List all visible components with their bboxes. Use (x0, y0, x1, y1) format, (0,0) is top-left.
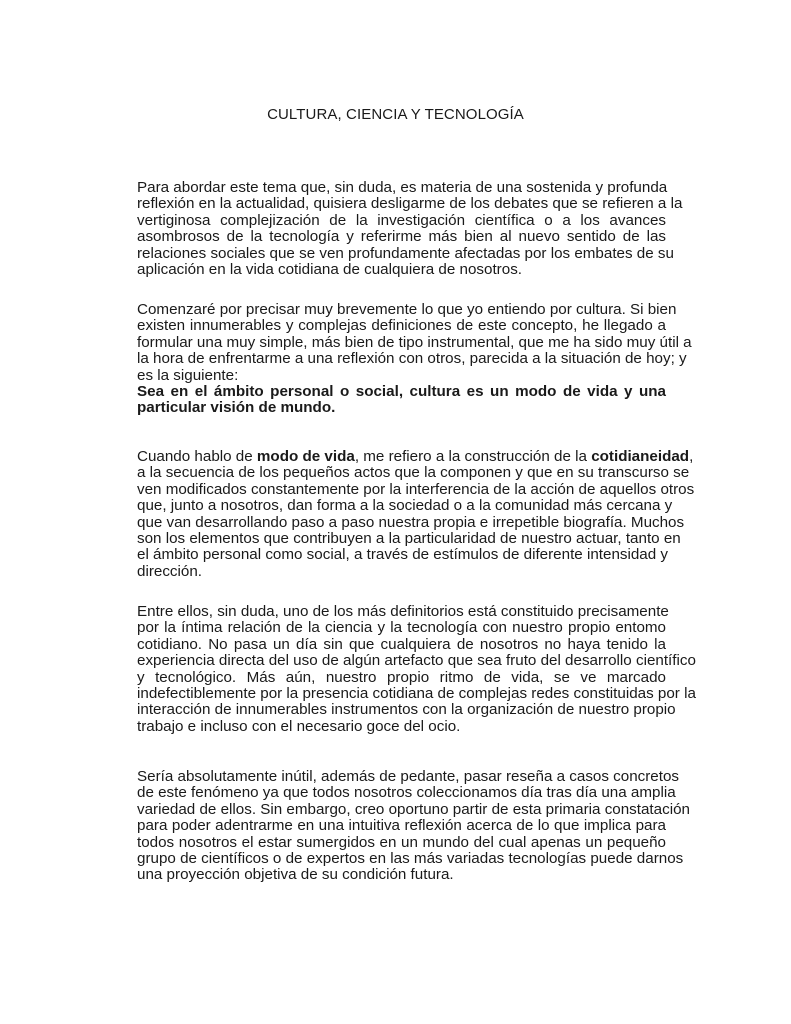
text-line: son los elementos que contribuyen a la particularidad de nuestro actuar, tanto en (137, 529, 681, 547)
text-line: cotidiano. No pasa un día sin que cualquiera de nosotros no haya tenido la (137, 635, 666, 653)
text-run: , (689, 448, 694, 465)
text-line: por la íntima relación de la ciencia y la tecnología con nuestro propio entomo (137, 619, 666, 637)
paragraph-1 (137, 179, 683, 278)
text-run: , me refiero a la construcción de la (354, 448, 592, 465)
text-line: ven modificados constantemente por la interferencia de la acción de aquellos otros (137, 480, 695, 498)
text-line: para poder adentrarme en una intuitiva reflexión acerca de lo que implica para (137, 817, 666, 835)
text-line: indefectiblemente por la presencia cotidiana de complejas redes constituidas por la (137, 684, 696, 702)
paragraph-3 (137, 448, 695, 580)
paragraph-5 (137, 768, 690, 884)
text-line: que, junto a nosotros, dan forma a la sociedad o a la comunidad más cercana y (137, 497, 673, 515)
text-line: asombrosos de la tecnología y referirme más bien al nuevo sentido de las (137, 228, 666, 246)
text-line: reflexión en la actualidad, quisiera desligarme de los debates que se refieren a la (137, 195, 683, 213)
text-line: Sería absolutamente inútil, además de pedante, pasar reseña a casos concretos (137, 768, 680, 785)
text-line: dirección. (137, 562, 202, 580)
text-line: grupo de científicos o de expertos en las más variadas tecnologías puede darnos (137, 849, 684, 867)
text-line: que van desarrollando paso a paso nuestra propia e irrepetible biografía. Muchos (137, 513, 685, 531)
text-line: Comenzaré por precisar muy brevemente lo que yo entiendo por cultura. Si bien (137, 301, 677, 318)
text-line: relaciones sociales que se ven profundamente afectadas por los embates de su (137, 244, 674, 262)
culture-definition-line: particular visión de mundo. (137, 399, 336, 417)
text-line: todos nosotros el estar sumergidos en un mundo del cual apenas un pequeño (137, 833, 666, 851)
text-line: vertiginosa complejización de la investigación científica o a los avances (137, 211, 666, 229)
text-line: experiencia directa del uso de algún artefacto que sea fruto del desarrollo científico (137, 652, 696, 670)
text-line: de este fenómeno ya que todos nosotros coleccionamos día tras día una amplia (137, 784, 676, 802)
text-line: Para abordar este tema que, sin duda, es materia de una sostenida y profunda (137, 179, 668, 196)
text-line (137, 448, 694, 465)
paragraph-2 (137, 301, 692, 417)
emphasis-modo-de-vida: modo de vida (256, 448, 355, 465)
text-line: es la siguiente: (137, 366, 239, 384)
emphasis-cotidianeidad: cotidianeidad (591, 448, 690, 465)
text-line: el ámbito personal como social, a través de estímulos de diferente intensidad y (137, 546, 669, 564)
text-line: aplicación en la vida cotidiana de cualquiera de nosotros. (137, 260, 523, 278)
text-run: Cuando hablo de (137, 448, 257, 465)
text-line: interacción de innumerables instrumentos con la organización de nuestro propio (137, 701, 676, 719)
culture-definition-line: Sea en el ámbito personal o social, cultura es un modo de vida y una (137, 382, 666, 400)
text-line: existen innumerables y complejas definiciones de este concepto, he llegado a (137, 317, 666, 335)
text-line: una proyección objetiva de su condición futura. (137, 866, 454, 884)
document-title: CULTURA, CIENCIA Y TECNOLOGÍA (267, 106, 524, 123)
text-line: la hora de enfrentarme a una reflexión con otros, parecida a la situación de hoy; y (137, 350, 687, 368)
paragraph-4 (137, 603, 696, 735)
text-line: a la secuencia de los pequeños actos que la componen y que en su transcurso se (137, 464, 690, 482)
text-line: trabajo e incluso con el necesario goce del ocio. (137, 717, 461, 735)
text-line: variedad de ellos. Sin embargo, creo oportuno partir de esta primaria constatación (137, 800, 690, 818)
text-line: formular una muy simple, más bien de tipo instrumental, que me ha sido muy útil a (137, 333, 692, 351)
text-line: y tecnológico. Más aún, nuestro propio ritmo de vida, se ve marcado (137, 668, 666, 686)
text-line: Entre ellos, sin duda, uno de los más definitorios está constituido precisamente (137, 603, 669, 620)
